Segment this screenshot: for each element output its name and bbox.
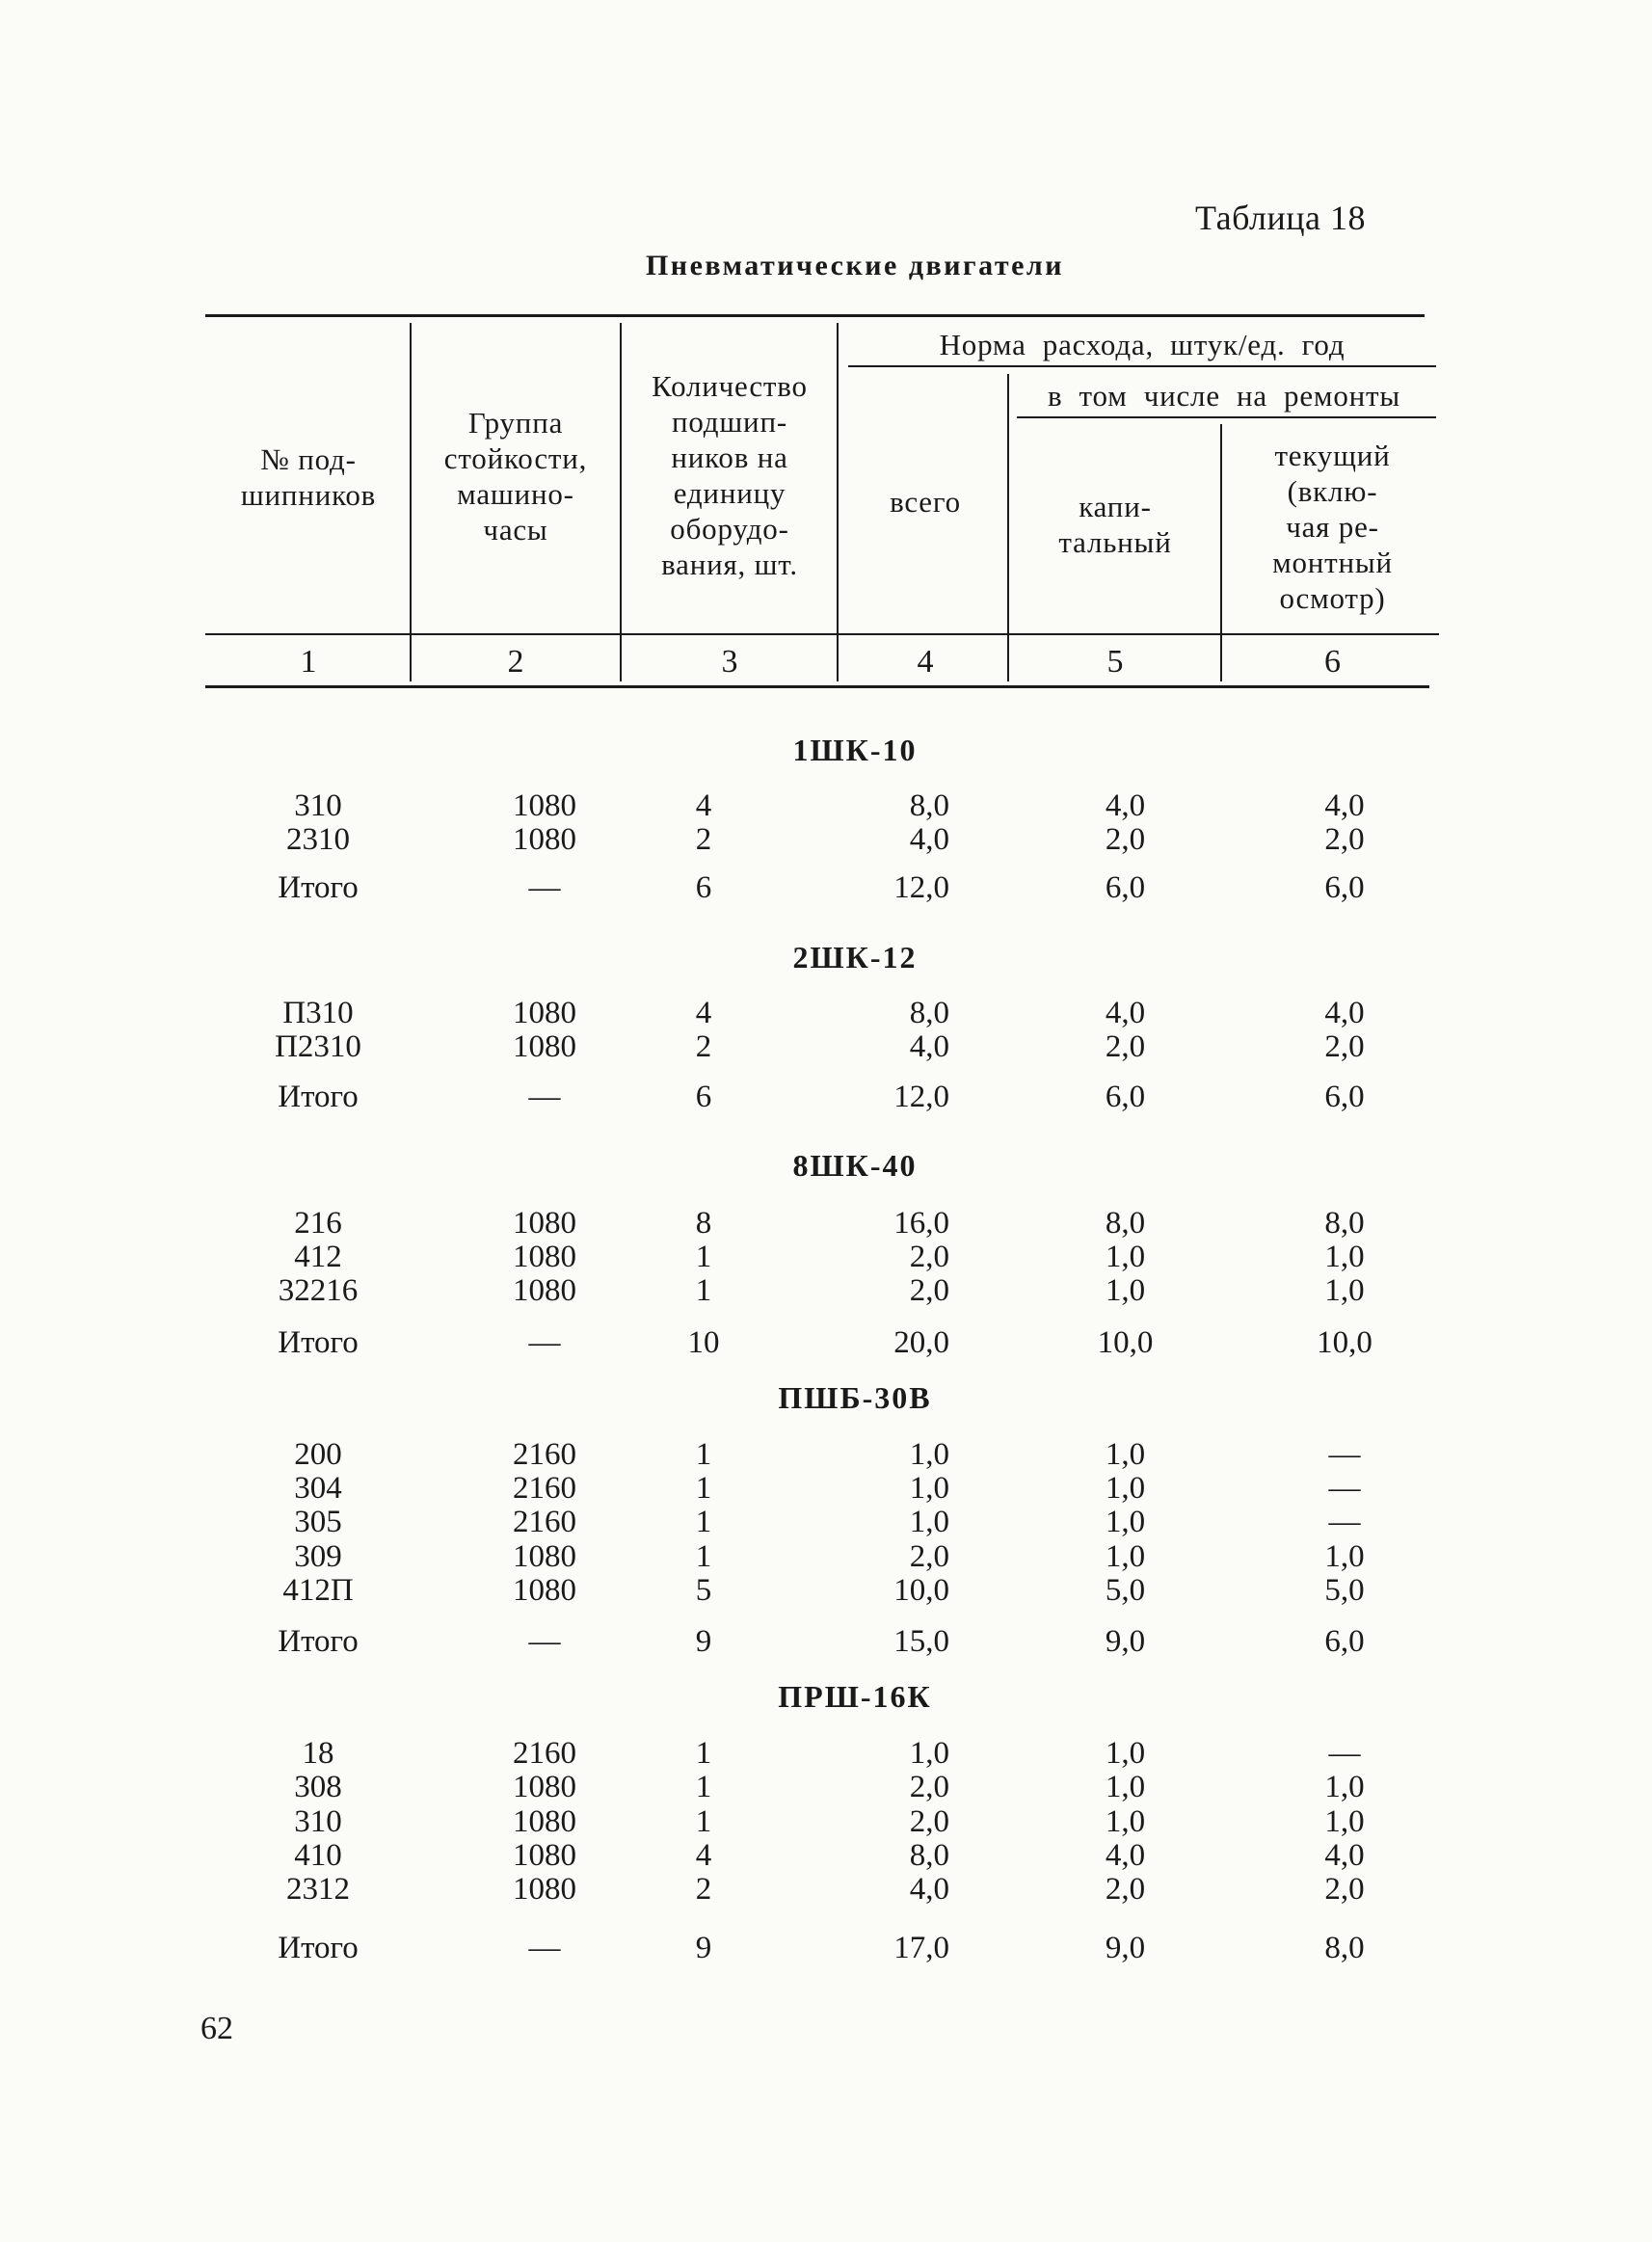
- cell-col-4: 1,0: [909, 1437, 949, 1472]
- cell-col-5: 2,0: [1105, 1029, 1146, 1064]
- cell-col-1: 308: [294, 1770, 342, 1804]
- cell-col-5: 1,0: [1105, 1240, 1146, 1274]
- cell-col-5: 2,0: [1105, 1872, 1146, 1907]
- cell-col-6: 1,0: [1324, 1539, 1365, 1574]
- cell-col-3: 9: [695, 1624, 712, 1659]
- table-row: [0, 1206, 1652, 1244]
- header-bearing-number: № под- шипников: [240, 442, 377, 512]
- table-row: [0, 1505, 1652, 1543]
- cell-col-6: 5,0: [1324, 1573, 1365, 1608]
- cell-col-3: 2: [695, 1872, 712, 1907]
- cell-col-5: 1,0: [1105, 1273, 1146, 1308]
- incl-underline: [1017, 416, 1436, 418]
- cell-col-1: 412: [294, 1240, 342, 1274]
- cell-col-2: 2160: [513, 1736, 576, 1771]
- cell-col-2: —: [528, 1325, 561, 1360]
- group-title-text: ПШБ-30В: [778, 1380, 932, 1415]
- cell-col-5: 1,0: [1105, 1804, 1146, 1839]
- table-row: [0, 1471, 1652, 1509]
- cell-col-4: 4,0: [909, 1872, 949, 1907]
- header-divider-5: [1220, 424, 1222, 681]
- cell-col-2: 1080: [513, 1273, 576, 1308]
- group-title-text: 1ШК-10: [792, 733, 918, 767]
- number-row-bottom-rule: [205, 685, 1429, 688]
- total-row: [0, 1931, 1652, 1969]
- cell-col-3: 1: [695, 1736, 712, 1771]
- cell-col-1: 410: [294, 1838, 342, 1873]
- table-row: [0, 1573, 1652, 1612]
- cell-col-2: 1080: [513, 1240, 576, 1274]
- column-number-1: 1: [300, 644, 317, 680]
- cell-col-2: 1080: [513, 788, 576, 823]
- group-title: [0, 733, 1652, 768]
- cell-col-4: 16,0: [893, 1206, 949, 1241]
- cell-col-5: 1,0: [1105, 1736, 1146, 1771]
- cell-col-2: —: [528, 870, 561, 905]
- cell-col-1: Итого: [278, 1325, 359, 1360]
- cell-col-3: 2: [695, 1029, 712, 1064]
- cell-col-4: 12,0: [893, 1080, 949, 1114]
- header-including-repairs: в том числе на ремонты: [1048, 379, 1400, 413]
- cell-col-1: П310: [282, 996, 354, 1030]
- cell-col-4: 8,0: [909, 1838, 949, 1873]
- cell-col-5: 4,0: [1105, 996, 1146, 1030]
- cell-col-5: 1,0: [1105, 1471, 1146, 1506]
- cell-col-1: 310: [294, 1804, 342, 1839]
- cell-col-1: 2312: [286, 1872, 350, 1907]
- total-row: [0, 1325, 1652, 1364]
- cell-col-4: 8,0: [909, 788, 949, 823]
- column-number-3: 3: [721, 644, 738, 680]
- cell-col-4: 2,0: [909, 1539, 949, 1574]
- column-number-4: 4: [917, 644, 934, 680]
- column-number-2: 2: [507, 644, 524, 680]
- cell-col-6: 2,0: [1324, 822, 1365, 857]
- column-number-5: 5: [1106, 644, 1124, 680]
- cell-col-3: 1: [695, 1539, 712, 1574]
- header-divider-4: [1007, 374, 1009, 681]
- table-row: [0, 1240, 1652, 1278]
- cell-col-1: 305: [294, 1505, 342, 1539]
- table-row: [0, 1872, 1652, 1910]
- cell-col-2: 2160: [513, 1505, 576, 1539]
- header-total: всего: [890, 485, 961, 519]
- cell-col-6: 6,0: [1324, 870, 1365, 905]
- cell-col-3: 9: [695, 1931, 712, 1965]
- cell-col-1: 2310: [286, 822, 350, 857]
- cell-col-6: 6,0: [1324, 1080, 1365, 1114]
- cell-col-4: 2,0: [909, 1240, 949, 1274]
- cell-col-1: Итого: [278, 1931, 359, 1965]
- group-title-text: 8ШК-40: [792, 1148, 918, 1183]
- cell-col-1: 304: [294, 1471, 342, 1506]
- cell-col-5: 9,0: [1105, 1931, 1146, 1965]
- cell-col-1: Итого: [278, 870, 359, 905]
- cell-col-6: 1,0: [1324, 1273, 1365, 1308]
- table-row: [0, 1273, 1652, 1312]
- cell-col-3: 2: [695, 822, 712, 857]
- table-row: [0, 822, 1652, 861]
- cell-col-3: 1: [695, 1240, 712, 1274]
- table-row: [0, 788, 1652, 827]
- cell-col-5: 2,0: [1105, 822, 1146, 857]
- cell-col-4: 20,0: [893, 1325, 949, 1360]
- cell-col-4: 2,0: [909, 1770, 949, 1804]
- norm-underline: [848, 365, 1436, 367]
- cell-col-1: 310: [294, 788, 342, 823]
- table-row: [0, 1736, 1652, 1775]
- group-title: [0, 940, 1652, 975]
- cell-col-3: 4: [695, 996, 712, 1030]
- cell-col-6: —: [1328, 1736, 1361, 1771]
- cell-col-4: 2,0: [909, 1804, 949, 1839]
- cell-col-6: 1,0: [1324, 1804, 1365, 1839]
- cell-col-2: 1080: [513, 996, 576, 1030]
- cell-col-2: 1080: [513, 822, 576, 857]
- cell-col-6: —: [1328, 1437, 1361, 1472]
- cell-col-5: 4,0: [1105, 788, 1146, 823]
- cell-col-2: 1080: [513, 1872, 576, 1907]
- cell-col-5: 4,0: [1105, 1838, 1146, 1873]
- cell-col-6: 4,0: [1324, 996, 1365, 1030]
- cell-col-2: 1080: [513, 1573, 576, 1608]
- cell-col-4: 12,0: [893, 870, 949, 905]
- header-bottom-rule: [205, 633, 1439, 635]
- cell-col-6: 1,0: [1324, 1770, 1365, 1804]
- cell-col-2: —: [528, 1624, 561, 1659]
- cell-col-2: —: [528, 1080, 561, 1114]
- group-title: [0, 1148, 1652, 1184]
- cell-col-3: 1: [695, 1770, 712, 1804]
- group-title-text: 2ШК-12: [792, 940, 918, 974]
- cell-col-1: 309: [294, 1539, 342, 1574]
- cell-col-1: 32216: [278, 1273, 359, 1308]
- cell-col-1: 200: [294, 1437, 342, 1472]
- cell-col-5: 8,0: [1105, 1206, 1146, 1241]
- cell-col-5: 1,0: [1105, 1437, 1146, 1472]
- header-divider-2: [620, 323, 622, 681]
- header-norm-consumption: Норма расхода, штук/ед. год: [939, 328, 1346, 361]
- cell-col-6: 8,0: [1324, 1206, 1365, 1241]
- table-row: [0, 1029, 1652, 1068]
- cell-col-5: 9,0: [1105, 1624, 1146, 1659]
- cell-col-1: 412П: [282, 1573, 354, 1608]
- group-title: [0, 1380, 1652, 1416]
- cell-col-4: 1,0: [909, 1505, 949, 1539]
- page-number: 62: [200, 2011, 233, 2046]
- cell-col-3: 1: [695, 1471, 712, 1506]
- cell-col-4: 4,0: [909, 1029, 949, 1064]
- cell-col-1: 216: [294, 1206, 342, 1241]
- cell-col-4: 17,0: [893, 1931, 949, 1965]
- header-durability-group: Группа стойкости, машино- часы: [443, 406, 588, 547]
- header-top-rule: [205, 314, 1425, 317]
- table-number: Таблица 18: [1195, 199, 1366, 237]
- group-title-text: ПРШ-16К: [778, 1679, 932, 1714]
- header-capital: капи- тальный: [1058, 490, 1172, 559]
- cell-col-6: 8,0: [1324, 1931, 1365, 1965]
- cell-col-3: 6: [695, 870, 712, 905]
- cell-col-3: 8: [695, 1206, 712, 1241]
- cell-col-4: 1,0: [909, 1736, 949, 1771]
- cell-col-2: 1080: [513, 1838, 576, 1873]
- header-bearing-quantity: Количество подшип- ников на единицу оборудо- вания, шт.: [652, 369, 808, 581]
- cell-col-3: 1: [695, 1804, 712, 1839]
- cell-col-6: 6,0: [1324, 1624, 1365, 1659]
- total-row: [0, 1624, 1652, 1663]
- cell-col-3: 6: [695, 1080, 712, 1114]
- cell-col-6: —: [1328, 1471, 1361, 1506]
- cell-col-2: 2160: [513, 1471, 576, 1506]
- cell-col-6: 10,0: [1317, 1325, 1372, 1360]
- table-title-text: Пневматические двигатели: [645, 250, 1065, 281]
- column-number-6: 6: [1324, 644, 1341, 680]
- cell-col-3: 10: [687, 1325, 720, 1360]
- header-divider-1: [410, 323, 412, 681]
- header-divider-3: [837, 323, 839, 681]
- table-row: [0, 1838, 1652, 1877]
- cell-col-1: Итого: [278, 1624, 359, 1659]
- cell-col-3: 1: [695, 1505, 712, 1539]
- cell-col-2: 1080: [513, 1804, 576, 1839]
- table-row: [0, 1804, 1652, 1843]
- cell-col-5: 6,0: [1105, 1080, 1146, 1114]
- total-row: [0, 870, 1652, 909]
- cell-col-5: 6,0: [1105, 870, 1146, 905]
- total-row: [0, 1080, 1652, 1118]
- table-row: [0, 1437, 1652, 1476]
- cell-col-4: 10,0: [893, 1573, 949, 1608]
- table-row: [0, 996, 1652, 1034]
- cell-col-2: 1080: [513, 1539, 576, 1574]
- table-title: [0, 250, 1652, 282]
- cell-col-5: 5,0: [1105, 1573, 1146, 1608]
- cell-col-2: 1080: [513, 1029, 576, 1064]
- cell-col-5: 10,0: [1097, 1325, 1154, 1360]
- cell-col-6: 2,0: [1324, 1029, 1365, 1064]
- group-title: [0, 1679, 1652, 1715]
- cell-col-4: 1,0: [909, 1471, 949, 1506]
- cell-col-6: 2,0: [1324, 1872, 1365, 1907]
- cell-col-2: 2160: [513, 1437, 576, 1472]
- cell-col-2: —: [528, 1931, 561, 1965]
- cell-col-3: 5: [695, 1573, 712, 1608]
- cell-col-5: 1,0: [1105, 1505, 1146, 1539]
- cell-col-5: 1,0: [1105, 1539, 1146, 1574]
- cell-col-3: 4: [695, 788, 712, 823]
- cell-col-1: Итого: [278, 1080, 359, 1114]
- table-row: [0, 1539, 1652, 1578]
- cell-col-4: 4,0: [909, 822, 949, 857]
- cell-col-6: 1,0: [1324, 1240, 1365, 1274]
- cell-col-1: 18: [302, 1736, 334, 1771]
- cell-col-3: 1: [695, 1437, 712, 1472]
- cell-col-5: 1,0: [1105, 1770, 1146, 1804]
- cell-col-4: 2,0: [909, 1273, 949, 1308]
- cell-col-1: П2310: [275, 1029, 361, 1064]
- cell-col-6: —: [1328, 1505, 1361, 1539]
- cell-col-2: 1080: [513, 1770, 576, 1804]
- header-current: текущий (вклю- чая ре- монтный осмотр): [1272, 439, 1393, 615]
- cell-col-6: 4,0: [1324, 788, 1365, 823]
- cell-col-4: 15,0: [893, 1624, 949, 1659]
- cell-col-3: 1: [695, 1273, 712, 1308]
- cell-col-6: 4,0: [1324, 1838, 1365, 1873]
- table-row: [0, 1770, 1652, 1808]
- cell-col-3: 4: [695, 1838, 712, 1873]
- cell-col-2: 1080: [513, 1206, 576, 1241]
- cell-col-4: 8,0: [909, 996, 949, 1030]
